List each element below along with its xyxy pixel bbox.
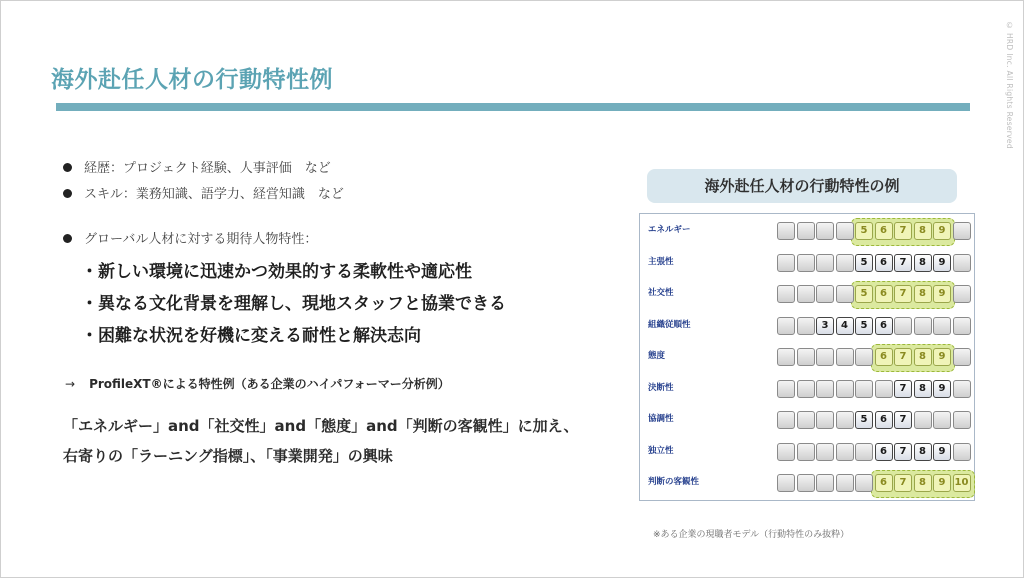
title-underline xyxy=(56,103,970,111)
sub-point-collaboration: ・異なる文化背景を理解し、現地スタッフと協業できる xyxy=(81,294,506,314)
score-box: 10 xyxy=(953,474,971,492)
trait-label: 態度 xyxy=(648,351,666,361)
empty-box xyxy=(816,222,834,240)
empty-box xyxy=(953,443,971,461)
score-box: 8 xyxy=(914,254,932,272)
score-box: 5 xyxy=(855,317,873,335)
empty-box xyxy=(816,474,834,492)
bullet-text: スキル：業務知識、語学力、経営知識 など xyxy=(84,187,344,202)
empty-box xyxy=(777,348,795,366)
score-box: 8 xyxy=(914,380,932,398)
trait-label: 独立性 xyxy=(648,445,674,456)
empty-box xyxy=(953,348,971,366)
panel-title: 海外赴任人材の行動特性の例 xyxy=(647,169,957,203)
trait-grid xyxy=(639,213,975,501)
trait-row xyxy=(640,309,974,341)
trait-row xyxy=(640,372,974,404)
bullet-dot-icon xyxy=(63,234,72,243)
empty-box xyxy=(914,317,932,335)
empty-box xyxy=(797,411,815,429)
score-box: 7 xyxy=(894,474,912,492)
bullet-dot-icon xyxy=(63,163,72,172)
score-box: 8 xyxy=(914,474,932,492)
score-box: 6 xyxy=(875,317,893,335)
profile-text: ProfileXT®による特性例（ある企業のハイパフォーマー分析例） xyxy=(89,377,450,391)
empty-box xyxy=(777,222,795,240)
empty-box xyxy=(797,222,815,240)
score-box: 9 xyxy=(933,380,951,398)
bullet-skill xyxy=(63,183,344,202)
score-box: 6 xyxy=(875,348,893,366)
score-box: 7 xyxy=(894,411,912,429)
empty-box xyxy=(797,254,815,272)
empty-box xyxy=(816,348,834,366)
trait-label: 社交性 xyxy=(648,288,674,298)
trait-row xyxy=(640,466,974,498)
bullet-career xyxy=(63,157,331,176)
score-box: 7 xyxy=(894,443,912,461)
empty-box xyxy=(875,380,893,398)
score-box: 7 xyxy=(894,285,912,303)
score-box: 9 xyxy=(933,443,951,461)
score-box: 6 xyxy=(875,411,893,429)
bullet-dot-icon xyxy=(63,189,72,198)
empty-box xyxy=(953,254,971,272)
empty-box xyxy=(797,474,815,492)
empty-box xyxy=(933,317,951,335)
empty-box xyxy=(777,317,795,335)
trait-label: 主張性 xyxy=(648,256,674,267)
trait-label: 判断の客観性 xyxy=(648,477,700,487)
empty-box xyxy=(933,411,951,429)
trait-label: エネルギー xyxy=(648,225,691,235)
empty-box xyxy=(836,285,854,303)
empty-box xyxy=(953,317,971,335)
empty-box xyxy=(914,411,932,429)
score-box: 8 xyxy=(914,285,932,303)
trait-label: 協調性 xyxy=(648,414,674,424)
score-box: 8 xyxy=(914,348,932,366)
trait-row xyxy=(640,246,974,278)
sub-point-flexibility: ・新しい環境に迅速かつ効果的する柔軟性や適応性 xyxy=(81,262,472,282)
empty-box xyxy=(836,348,854,366)
score-box: 6 xyxy=(875,254,893,272)
trait-row xyxy=(640,340,974,372)
empty-box xyxy=(836,443,854,461)
sub-point-resilience: ・困難な状況を好機に変える耐性と解決志向 xyxy=(81,326,421,346)
empty-box xyxy=(855,380,873,398)
score-box: 8 xyxy=(914,222,932,240)
empty-box xyxy=(855,474,873,492)
score-box: 3 xyxy=(816,317,834,335)
empty-box xyxy=(816,254,834,272)
score-box: 7 xyxy=(894,254,912,272)
score-box: 9 xyxy=(933,222,951,240)
score-box: 6 xyxy=(875,222,893,240)
copyright-notice: © HRD Inc. All Rights Reserved xyxy=(1005,21,1014,149)
bullet-text: グローバル人材に対する期待人物特性： xyxy=(84,232,318,247)
empty-box xyxy=(777,411,795,429)
empty-box xyxy=(777,474,795,492)
empty-box xyxy=(836,380,854,398)
profile-line xyxy=(65,375,450,392)
empty-box xyxy=(953,411,971,429)
score-box: 9 xyxy=(933,474,951,492)
empty-box xyxy=(953,285,971,303)
empty-box xyxy=(777,254,795,272)
page-title: 海外赴任人材の行動特性例 xyxy=(51,67,333,93)
summary-line-1: 「エネルギー」and「社交性」and「態度」and「判断の客観性」に加え、 xyxy=(63,417,579,435)
score-box: 5 xyxy=(855,222,873,240)
footnote: ※ある企業の現職者モデル（行動特性のみ抜粋） xyxy=(653,530,850,540)
empty-box xyxy=(953,380,971,398)
empty-box xyxy=(836,254,854,272)
empty-box xyxy=(816,380,834,398)
empty-box xyxy=(894,317,912,335)
empty-box xyxy=(816,285,834,303)
bullet-global xyxy=(63,228,317,247)
empty-box xyxy=(816,443,834,461)
empty-box xyxy=(797,317,815,335)
score-box: 6 xyxy=(875,474,893,492)
trait-row xyxy=(640,277,974,309)
trait-label: 決断性 xyxy=(648,382,674,393)
empty-box xyxy=(836,222,854,240)
empty-box xyxy=(953,222,971,240)
score-box: 7 xyxy=(894,348,912,366)
empty-box xyxy=(797,348,815,366)
empty-box xyxy=(836,411,854,429)
score-box: 6 xyxy=(875,443,893,461)
trait-row xyxy=(640,435,974,467)
score-box: 7 xyxy=(894,222,912,240)
empty-box xyxy=(797,285,815,303)
score-box: 9 xyxy=(933,254,951,272)
arrow-icon: → xyxy=(65,377,76,391)
empty-box xyxy=(855,348,873,366)
score-box: 5 xyxy=(855,285,873,303)
empty-box xyxy=(836,474,854,492)
empty-box xyxy=(797,443,815,461)
score-box: 7 xyxy=(894,380,912,398)
score-box: 6 xyxy=(875,285,893,303)
empty-box xyxy=(777,443,795,461)
score-box: 4 xyxy=(836,317,854,335)
empty-box xyxy=(777,285,795,303)
empty-box xyxy=(797,380,815,398)
score-box: 9 xyxy=(933,285,951,303)
trait-row xyxy=(640,403,974,435)
score-box: 8 xyxy=(914,443,932,461)
empty-box xyxy=(816,411,834,429)
bullet-text: 経歴：プロジェクト経験、人事評価 など xyxy=(84,161,331,176)
empty-box xyxy=(777,380,795,398)
trait-row xyxy=(640,214,974,246)
empty-box xyxy=(855,443,873,461)
trait-label: 組織従順性 xyxy=(648,319,691,330)
score-box: 5 xyxy=(855,411,873,429)
score-box: 9 xyxy=(933,348,951,366)
score-box: 5 xyxy=(855,254,873,272)
summary-line-2: 右寄りの「ラーニング指標」、「事業開発」の興味 xyxy=(63,447,393,465)
